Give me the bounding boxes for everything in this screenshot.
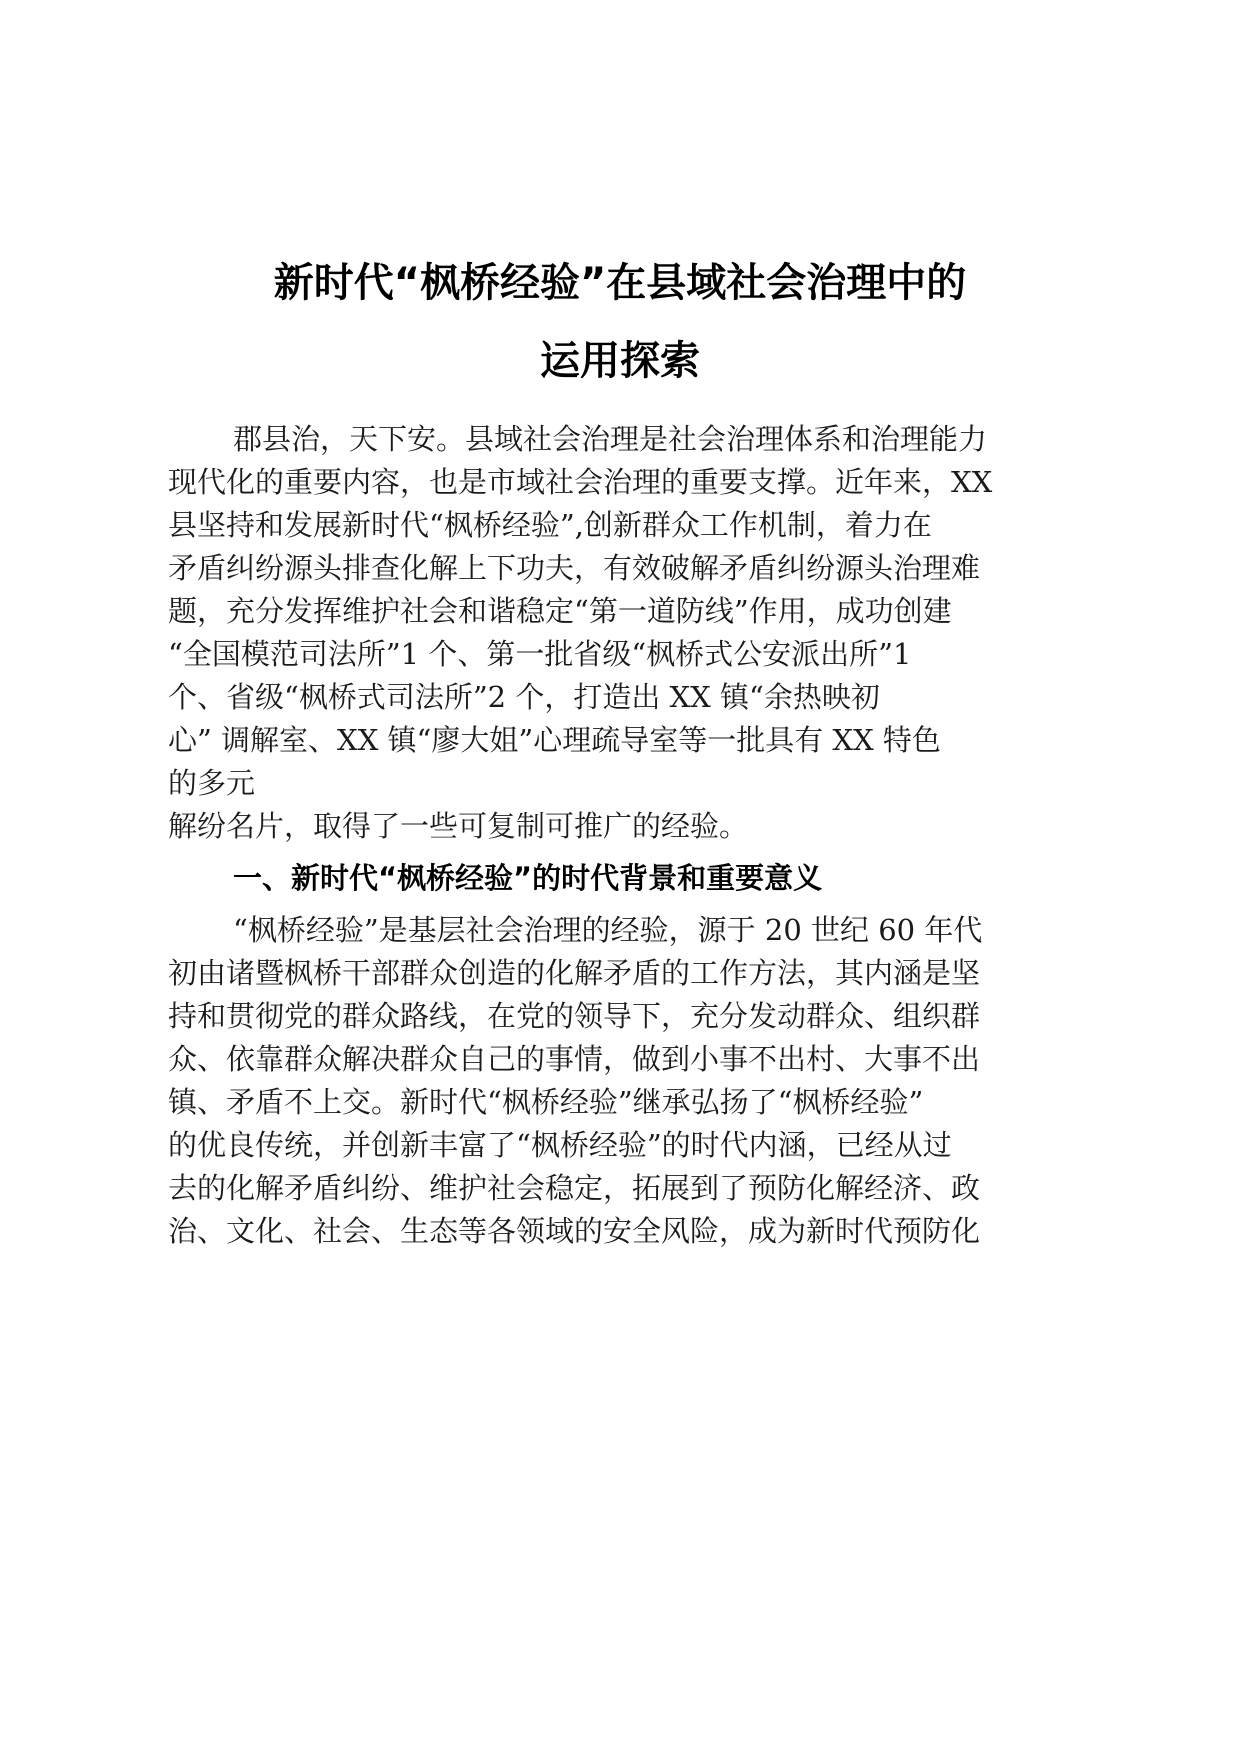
section-1-line: 镇、矛盾不上交。新时代“枫桥经验”继承弘扬了“枫桥经验” [168, 1085, 924, 1119]
intro-line: 解纷名片，取得了一些可复制可推广的经验。 [168, 809, 749, 843]
intro-line: 的多元 [168, 766, 256, 800]
section-1-line: 去的化解矛盾纠纷、维护社会稳定，拓展到了预防化解经济、政 [168, 1171, 981, 1205]
section-1-line: 治、文化、社会、生态等各领域的安全风险，成为新时代预防化 [168, 1214, 981, 1248]
section-1-line: 众、依靠群众解决群众自己的事情，做到小事不出村、大事不出 [168, 1042, 981, 1076]
intro-line: “全国模范司法所”1 个、第一批省级“枫桥式公安派出所”1 [168, 637, 912, 671]
section-1-line: 初由诸暨枫桥干部群众创造的化解矛盾的工作方法，其内涵是坚 [168, 956, 981, 990]
document-title-line-2: 运用探索 [540, 338, 700, 384]
intro-line: 题，充分发挥维护社会和谐稳定“第一道防线”作用，成功创建 [168, 594, 952, 628]
intro-line: 个、省级“枫桥式司法所”2 个，打造出 XX 镇“余热映初 [168, 680, 880, 714]
section-1-line: “枫桥经验”是基层社会治理的经验，源于 20 世纪 60 年代 [233, 913, 983, 947]
intro-line: 县坚持和发展新时代“枫桥经验”,创新群众工作机制，着力在 [168, 508, 932, 542]
intro-line: 现代化的重要内容，也是市域社会治理的重要支撑。近年来，XX [168, 465, 993, 499]
section-heading: 一、新时代“枫桥经验”的时代背景和重要意义 [233, 861, 823, 895]
document-title-line-1: 新时代“枫桥经验”在县域社会治理中的 [273, 260, 967, 306]
section-1-line: 的优良传统，并创新丰富了“枫桥经验”的时代内涵，已经从过 [168, 1128, 952, 1162]
intro-line: 心” 调解室、XX 镇“廖大姐”心理疏导室等一批具有 XX 特色 [168, 723, 941, 757]
intro-line: 郡县治，天下安。县域社会治理是社会治理体系和治理能力 [233, 422, 988, 456]
section-1-line: 持和贯彻党的群众路线，在党的领导下，充分发动群众、组织群 [168, 999, 981, 1033]
intro-line: 矛盾纠纷源头排查化解上下功夫，有效破解矛盾纠纷源头治理难 [168, 551, 981, 585]
